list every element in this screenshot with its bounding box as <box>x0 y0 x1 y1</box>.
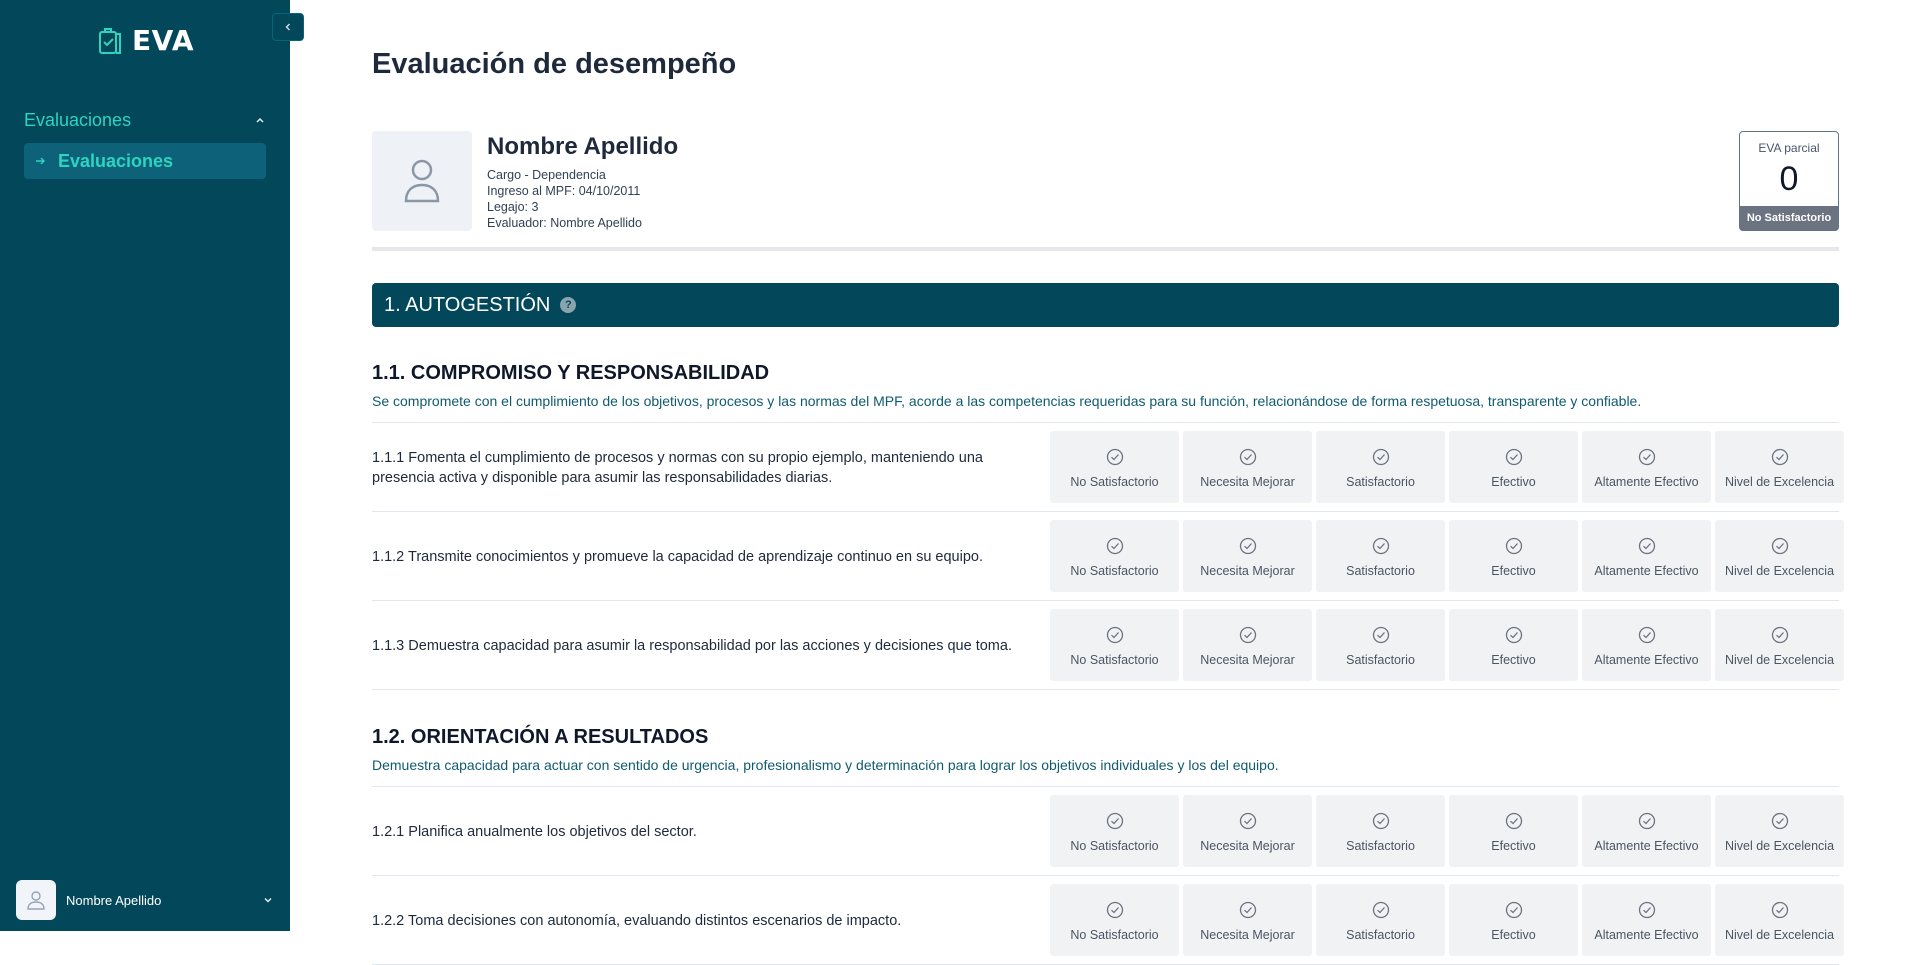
rating-options <box>1050 609 1844 681</box>
sidebar-item-label: Evaluaciones <box>58 150 174 171</box>
rating-option[interactable] <box>1050 609 1179 681</box>
check-circle-icon <box>1505 448 1523 471</box>
rating-option[interactable] <box>1449 609 1578 681</box>
employee-cargo: Cargo - Dependencia <box>487 168 606 182</box>
check-circle-icon <box>1239 448 1257 471</box>
employee-ingreso: Ingreso al MPF: 04/10/2011 <box>487 184 641 198</box>
rating-option[interactable] <box>1582 884 1711 956</box>
employee-profile <box>372 131 1839 251</box>
rating-option[interactable] <box>1582 795 1711 867</box>
rating-option[interactable] <box>1715 431 1844 503</box>
user-icon <box>403 158 441 204</box>
rating-option-label: Nivel de Excelencia <box>1724 564 1835 578</box>
rating-option-label: Altamente Efectivo <box>1594 839 1699 853</box>
rating-option-label: Nivel de Excelencia <box>1724 475 1835 489</box>
check-circle-icon <box>1638 626 1656 649</box>
section-header <box>372 283 1839 327</box>
rating-option[interactable] <box>1183 609 1312 681</box>
rating-option[interactable] <box>1316 609 1445 681</box>
clipboard-check-icon <box>98 26 124 56</box>
rating-option-label: No Satisfactorio <box>1070 475 1159 489</box>
employee-legajo: Legajo: 3 <box>487 200 539 214</box>
rating-option-label: No Satisfactorio <box>1070 839 1159 853</box>
criterion-row <box>372 422 1839 511</box>
rating-option-label: No Satisfactorio <box>1070 653 1159 667</box>
rating-option[interactable] <box>1582 609 1711 681</box>
rating-option[interactable] <box>1715 609 1844 681</box>
rating-option[interactable] <box>1449 520 1578 592</box>
check-circle-icon <box>1638 448 1656 471</box>
rating-option-label: Nivel de Excelencia <box>1724 928 1835 942</box>
check-circle-icon <box>1505 901 1523 924</box>
subsection-title: 1.1. COMPROMISO Y RESPONSABILIDAD <box>372 362 770 384</box>
arrow-right-icon <box>34 155 46 167</box>
rating-options <box>1050 431 1844 503</box>
rating-option-label: Efectivo <box>1491 564 1536 578</box>
check-circle-icon <box>1771 812 1789 835</box>
check-circle-icon <box>1771 448 1789 471</box>
rating-option-label: Efectivo <box>1491 475 1536 489</box>
check-circle-icon <box>1106 626 1124 649</box>
rating-option[interactable] <box>1316 431 1445 503</box>
eva-status-badge: No Satisfactorio <box>1740 206 1838 230</box>
user-icon <box>27 890 45 910</box>
rating-option-label: Efectivo <box>1491 928 1536 942</box>
rating-option-label: Nivel de Excelencia <box>1724 839 1835 853</box>
rating-option-label: Necesita Mejorar <box>1200 564 1295 578</box>
check-circle-icon <box>1771 901 1789 924</box>
check-circle-icon <box>1106 901 1124 924</box>
check-circle-icon <box>1505 626 1523 649</box>
rating-options <box>1050 795 1844 867</box>
rating-option[interactable] <box>1183 431 1312 503</box>
check-circle-icon <box>1106 448 1124 471</box>
sidebar <box>0 0 290 931</box>
profile-info <box>487 133 678 231</box>
rating-option-label: Satisfactorio <box>1346 653 1415 667</box>
question-circle-icon[interactable]: ? <box>560 297 576 313</box>
rating-option[interactable] <box>1050 431 1179 503</box>
rating-option[interactable] <box>1183 884 1312 956</box>
user-name: Nombre Apellido <box>66 892 162 908</box>
rating-option-label: Necesita Mejorar <box>1200 475 1295 489</box>
eva-score: 0 <box>1779 160 1799 198</box>
app-logo[interactable] <box>98 24 194 57</box>
rating-option-label: Altamente Efectivo <box>1594 653 1699 667</box>
rating-option-label: Satisfactorio <box>1346 564 1415 578</box>
rating-option[interactable] <box>1715 520 1844 592</box>
user-menu[interactable] <box>16 880 274 920</box>
criterion-row <box>372 511 1839 600</box>
rating-option-label: Altamente Efectivo <box>1594 928 1699 942</box>
chevron-left-icon <box>282 21 294 33</box>
nav-group-label: Evaluaciones <box>24 109 132 130</box>
check-circle-icon <box>1372 537 1390 560</box>
rating-option[interactable] <box>1582 431 1711 503</box>
rating-option[interactable] <box>1449 431 1578 503</box>
eva-score-card <box>1739 131 1839 231</box>
check-circle-icon <box>1638 812 1656 835</box>
criterion-row <box>372 600 1839 689</box>
rating-option[interactable] <box>1316 795 1445 867</box>
check-circle-icon <box>1771 626 1789 649</box>
section-title: 1. AUTOGESTIÓN <box>384 293 551 316</box>
check-circle-icon <box>1505 812 1523 835</box>
profile-photo <box>372 131 472 231</box>
criterion-row <box>372 875 1839 964</box>
criterion-text: 1.1.3 Demuestra capacidad para asumir la responsabilidad por las acciones y decisiones que toma. <box>372 637 1012 654</box>
rating-option-label: Satisfactorio <box>1346 839 1415 853</box>
rating-options <box>1050 520 1844 592</box>
criterion-text: 1.1.2 Transmite conocimientos y promueve la capacidad de aprendizaje continuo en su equipo. <box>372 548 983 565</box>
rating-option-label: Efectivo <box>1491 653 1536 667</box>
criterion-text: 1.1.1 Fomenta el cumplimiento de procesos y normas con su propio ejemplo, manteniendo una presencia activa y disponible para asumir las responsabilidades diarias. <box>372 449 983 486</box>
chevron-up-icon <box>254 114 266 126</box>
chevron-down-icon <box>262 894 274 906</box>
rating-option-label: Satisfactorio <box>1346 928 1415 942</box>
rating-option-label: Necesita Mejorar <box>1200 839 1295 853</box>
divider <box>372 689 1839 690</box>
app-name: EVA <box>132 24 195 57</box>
rating-option-label: Altamente Efectivo <box>1594 475 1699 489</box>
check-circle-icon <box>1106 812 1124 835</box>
rating-option[interactable] <box>1449 884 1578 956</box>
criterion-text: 1.2.1 Planifica anualmente los objetivos del sector. <box>372 823 697 840</box>
subsection-description: Se compromete con el cumplimiento de los objetivos, procesos y las normas del MPF, acorde a las competencias requeridas para su función, relacionándose de forma respetuosa, transparente y confiable. <box>372 393 1642 409</box>
subsection-description: Demuestra capacidad para actuar con sentido de urgencia, profesionalismo y determinación para lograr los objetivos individuales y los del equipo. <box>372 757 1279 773</box>
rating-option-label: Necesita Mejorar <box>1200 653 1295 667</box>
employee-name: Nombre Apellido <box>487 133 679 160</box>
rating-option[interactable] <box>1183 520 1312 592</box>
check-circle-icon <box>1505 537 1523 560</box>
check-circle-icon <box>1638 537 1656 560</box>
rating-options <box>1050 884 1844 956</box>
check-circle-icon <box>1239 626 1257 649</box>
rating-option-label: No Satisfactorio <box>1070 928 1159 942</box>
rating-option[interactable] <box>1050 795 1179 867</box>
rating-option-label: Efectivo <box>1491 839 1536 853</box>
rating-option[interactable] <box>1316 520 1445 592</box>
check-circle-icon <box>1372 812 1390 835</box>
rating-option[interactable] <box>1183 795 1312 867</box>
check-circle-icon <box>1771 537 1789 560</box>
check-circle-icon <box>1239 537 1257 560</box>
check-circle-icon <box>1372 626 1390 649</box>
check-circle-icon <box>1372 901 1390 924</box>
collapse-sidebar-button[interactable] <box>272 13 304 41</box>
check-circle-icon <box>1239 812 1257 835</box>
page-title: Evaluación de desempeño <box>372 48 737 80</box>
nav-group-evaluaciones[interactable] <box>24 108 266 132</box>
rating-option-label: Satisfactorio <box>1346 475 1415 489</box>
criterion-text: 1.2.2 Toma decisiones con autonomía, evaluando distintos escenarios de impacto. <box>372 912 902 929</box>
rating-option-label: Altamente Efectivo <box>1594 564 1699 578</box>
criterion-row <box>372 786 1839 875</box>
rating-option[interactable] <box>1050 520 1179 592</box>
rating-option[interactable] <box>1316 884 1445 956</box>
avatar <box>16 880 56 920</box>
check-circle-icon <box>1372 448 1390 471</box>
rating-option[interactable] <box>1449 795 1578 867</box>
check-circle-icon <box>1106 537 1124 560</box>
rating-option[interactable] <box>1715 884 1844 956</box>
rating-option-label: Nivel de Excelencia <box>1724 653 1835 667</box>
rating-option-label: No Satisfactorio <box>1070 564 1159 578</box>
rating-option[interactable] <box>1050 884 1179 956</box>
employee-evaluador: Evaluador: Nombre Apellido <box>487 216 642 230</box>
sidebar-item-evaluaciones[interactable] <box>24 143 266 179</box>
rating-option[interactable] <box>1582 520 1711 592</box>
subsection-title: 1.2. ORIENTACIÓN A RESULTADOS <box>372 726 709 748</box>
eva-label: EVA parcial <box>1758 141 1820 155</box>
rating-option-label: Necesita Mejorar <box>1200 928 1295 942</box>
check-circle-icon <box>1638 901 1656 924</box>
rating-option[interactable] <box>1715 795 1844 867</box>
check-circle-icon <box>1239 901 1257 924</box>
